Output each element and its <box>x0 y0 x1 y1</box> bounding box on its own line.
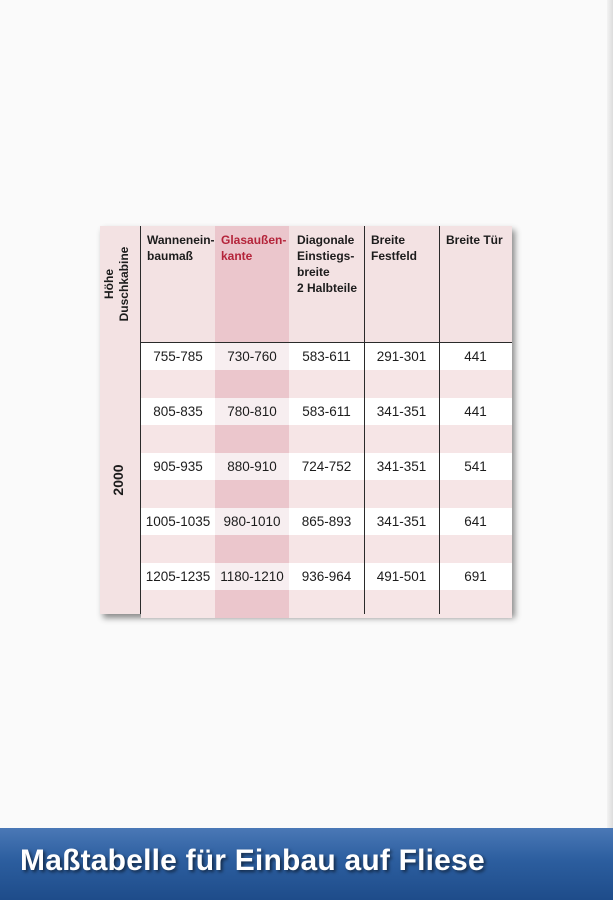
table-cell: 1005-1035 <box>145 514 211 529</box>
measurement-table <box>100 226 512 614</box>
glass-edge-spacer-bg <box>215 370 289 398</box>
table-cell: 341-351 <box>376 459 427 474</box>
footer-banner <box>0 828 613 900</box>
column-header-tub-size: Wannenein- baumaß <box>147 233 215 263</box>
table-cell: 641 <box>464 514 487 529</box>
column-header-glass-edge: Glasaußen- kante <box>221 233 287 263</box>
glass-edge-spacer-bg <box>215 590 289 618</box>
footer-title: Maßtabelle für Einbau auf Fliese <box>20 844 485 877</box>
table-spacer-row <box>141 425 512 453</box>
table-cell: 724-752 <box>301 459 352 474</box>
table-cell: 730-760 <box>227 349 277 364</box>
column-header-door-width: Breite Tür <box>446 233 503 247</box>
table-cell: 805-835 <box>153 404 203 419</box>
table-cell: 755-785 <box>153 349 203 364</box>
table-spacer-row <box>141 370 512 398</box>
table-spacer-row <box>141 590 512 618</box>
table-cell: 1205-1235 <box>145 569 211 584</box>
table-cell: 1180-1210 <box>220 569 284 584</box>
glass-edge-spacer-bg <box>215 480 289 508</box>
table-cell: 291-301 <box>376 349 427 364</box>
table-cell: 691 <box>464 569 487 584</box>
row-header-label: Höhe Duschkabine <box>102 246 131 322</box>
table-cell: 905-935 <box>153 459 203 474</box>
column-header-diagonal: Diagonale Einstiegs- breite 2 Halbteile <box>297 233 358 295</box>
table-spacer-row <box>141 480 512 508</box>
table-cell: 583-611 <box>302 404 351 419</box>
table-cell: 936-964 <box>301 569 352 584</box>
table-cell: 441 <box>464 404 487 419</box>
table-cell: 780-810 <box>227 404 277 419</box>
table-spacer-row <box>141 535 512 563</box>
glass-edge-spacer-bg <box>215 425 289 453</box>
height-value: 2000 <box>110 464 126 496</box>
glass-edge-spacer-bg <box>215 535 289 563</box>
table-cell: 541 <box>464 459 487 474</box>
column-header-fixed-width: Breite Festfeld <box>371 233 418 263</box>
table-cell: 865-893 <box>301 514 352 529</box>
table-cell: 880-910 <box>227 459 277 474</box>
table-cell: 341-351 <box>376 514 427 529</box>
table-cell: 583-611 <box>302 349 351 364</box>
table-cell: 441 <box>464 349 487 364</box>
table-cell: 341-351 <box>376 404 427 419</box>
table-cell: 491-501 <box>376 569 427 584</box>
page-edge <box>607 0 613 900</box>
table-cell: 980-1010 <box>223 514 281 529</box>
